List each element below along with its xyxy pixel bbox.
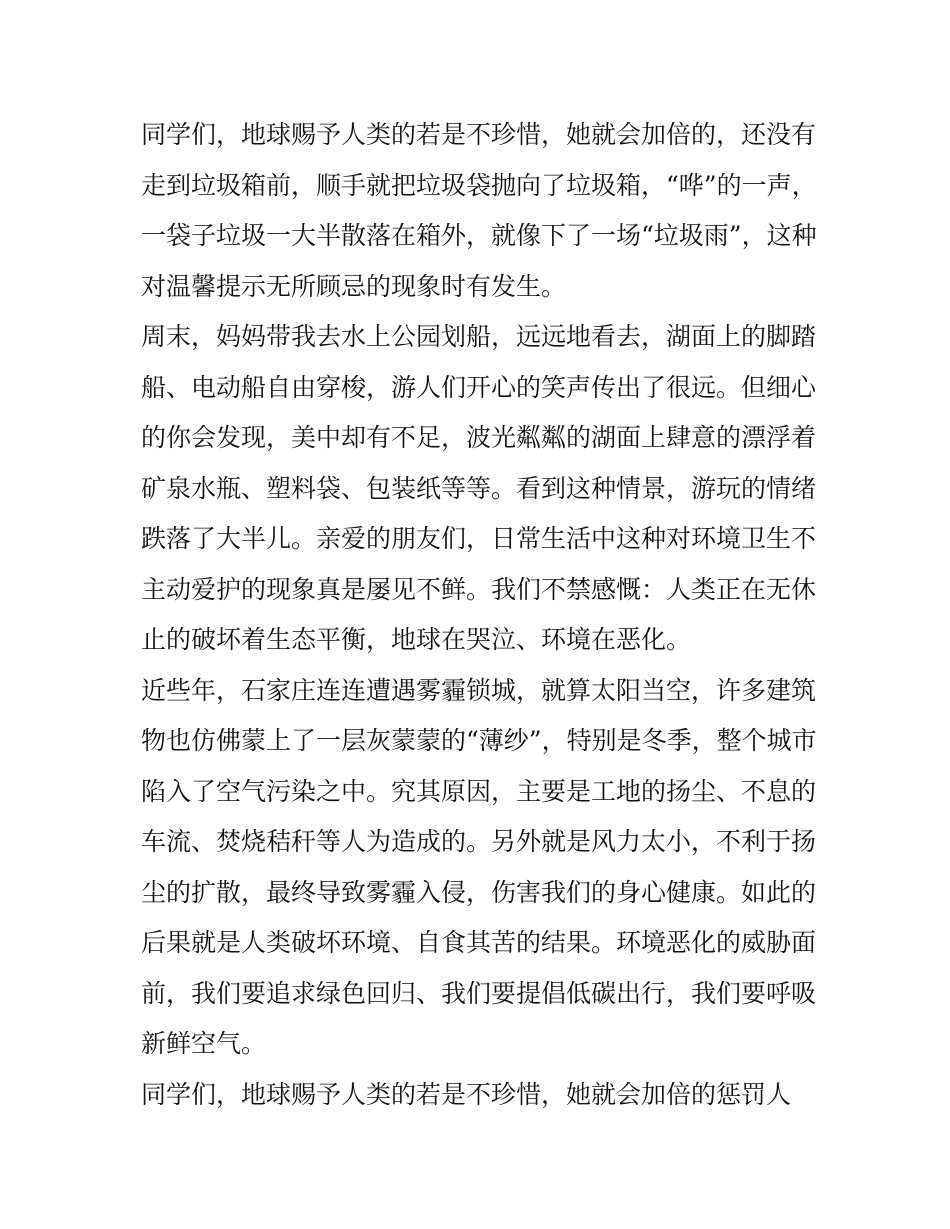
text-line: 跌落了大半儿。亲爱的朋友们，日常生活中这种对环境卫生不 (141, 524, 817, 553)
text-line: 矿泉水瓶、塑料袋、包装纸等等。看到这种情景，游玩的情绪 (141, 473, 817, 503)
body-text (141, 110, 817, 1120)
text-line: 陷入了空气污染之中。究其原因，主要是工地的扬尘、不息的 (141, 776, 817, 806)
text-line: 新鲜空气。 (141, 1029, 267, 1058)
text-line: 止的破坏着生态平衡，地球在哭泣、环境在恶化。 (141, 625, 692, 654)
text-line: 的你会发现，美中却有不足，波光粼粼的湖面上肆意的漂浮着 (141, 423, 817, 452)
text-line: 物也仿佛蒙上了一层灰蒙蒙的“薄纱”，特别是冬季，整个城市 (141, 726, 817, 755)
text-line: 主动爱护的现象真是屡见不鲜。我们不禁感慨：人类正在无休 (141, 574, 817, 604)
text-line: 后果就是人类破坏环境、自食其苦的结果。环境恶化的威胁面 (141, 928, 817, 957)
text-line: 近些年，石家庄连连遭遇雾霾锁城，就算太阳当空，许多建筑 (141, 675, 817, 705)
text-line: 走到垃圾箱前，顺手就把垃圾袋抛向了垃圾箱，“哗”的一声， (141, 170, 817, 200)
text-line: 对温馨提示无所顾忌的现象时有发生。 (141, 271, 567, 301)
text-line: 同学们，地球赐予人类的若是不珍惜，她就会加倍的惩罚人 (141, 1079, 792, 1109)
text-line: 尘的扩散，最终导致雾霾入侵，伤害我们的身心健康。如此的 (141, 877, 817, 907)
text-line: 同学们，地球赐予人类的若是不珍惜，她就会加倍的，还没有 (141, 120, 817, 149)
text-line: 前，我们要追求绿色回归、我们要提倡低碳出行，我们要呼吸 (141, 978, 817, 1008)
text-line: 船、电动船自由穿梭，游人们开心的笑声传出了很远。但细心 (141, 372, 817, 402)
text-line: 一袋子垃圾一大半散落在箱外，就像下了一场“垃圾雨”，这种 (141, 221, 817, 250)
text-line: 车流、焚烧秸秆等人为造成的。另外就是风力太小，不利于扬 (141, 827, 817, 856)
text-line: 周末，妈妈带我去水上公园划船，远远地看去，湖面上的脚踏 (141, 322, 817, 351)
